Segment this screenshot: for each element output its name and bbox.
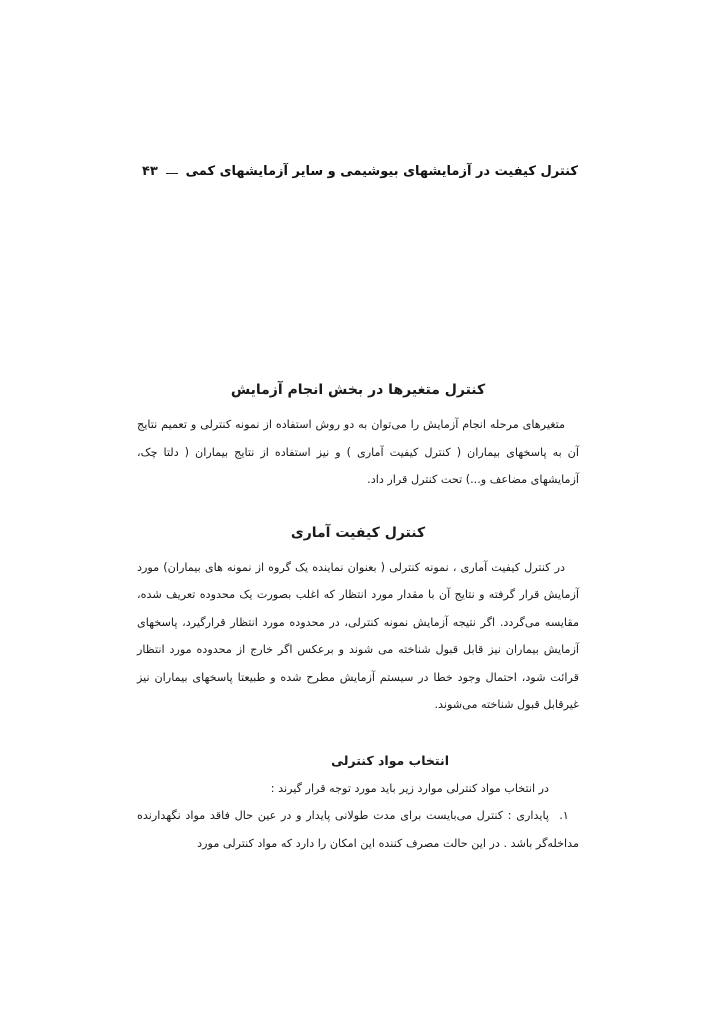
list-item-text: پایداری : کنترل می‌بایست برای مدت طولانی پایدار و در عین حال فاقد مواد نگهدارنده مداخله‌گر باشد . در این حالت مصرف کننده این امکان را دارد که مواد کنترلی مورد [137, 809, 579, 850]
paragraph-statistical-qc: در کنترل کیفیت آماری ، نمونه کنترلی ( بعنوان نماینده یک گروه از نمونه های بیماران) مورد آزمایش قرار گرفته و نتایج آن با مقدار مورد انتظار که اغلب بصورت یک محدوده تعریف شده، مقایسه می‌گردد. اگر نتیجه آزمایش نمونه کنترلی، در محدوده مورد انتظار قرارگیرد، پاسخهای آزمایش بیماران نیز قابل قبول شناخته می شوند و برعکس اگر خارج از محدوده مورد انتظار قرائت شود، احتمال وجود خطا در سیستم آزمایش مطرح شده و طبیعتا پاسخهای بیماران نیز غیرقابل قبول شناخته می‌شوند. [137, 560, 579, 711]
subsection-title-control-materials: انتخاب مواد کنترلی [331, 752, 449, 768]
list-item-stability [137, 802, 579, 857]
running-header [138, 158, 578, 184]
section-title-variables-control: کنترل متغیرها در بخش انجام آزمایش [230, 382, 486, 398]
page-number: ۴۳ [142, 163, 158, 179]
header-rule [166, 173, 178, 174]
list-item-number: ۱. [559, 809, 569, 822]
paragraph-variables-control: متغیرهای مرحله انجام آزمایش را می‌توان به دو روش استفاده از نمونه کنترلی و تعمیم نتایج آن به پاسخهای بیماران ( کنترل کیفیت آماری ) و نیز استفاده از نتایج بیماران ( دلتا چک، آزمایشهای مضاعف و...) تحت کنترل قرار داد. [137, 418, 579, 486]
paragraph-control-materials-intro: در انتخاب مواد کنترلی موارد زیر باید مورد توجه قرار گیرند : [270, 781, 549, 795]
page-content [137, 375, 579, 857]
running-title: کنترل کیفیت در آزمایشهای بیوشیمی و سایر آزمایشهای کمی [185, 163, 578, 179]
section-title-statistical-qc: کنترل کیفیت آماری [290, 524, 426, 541]
